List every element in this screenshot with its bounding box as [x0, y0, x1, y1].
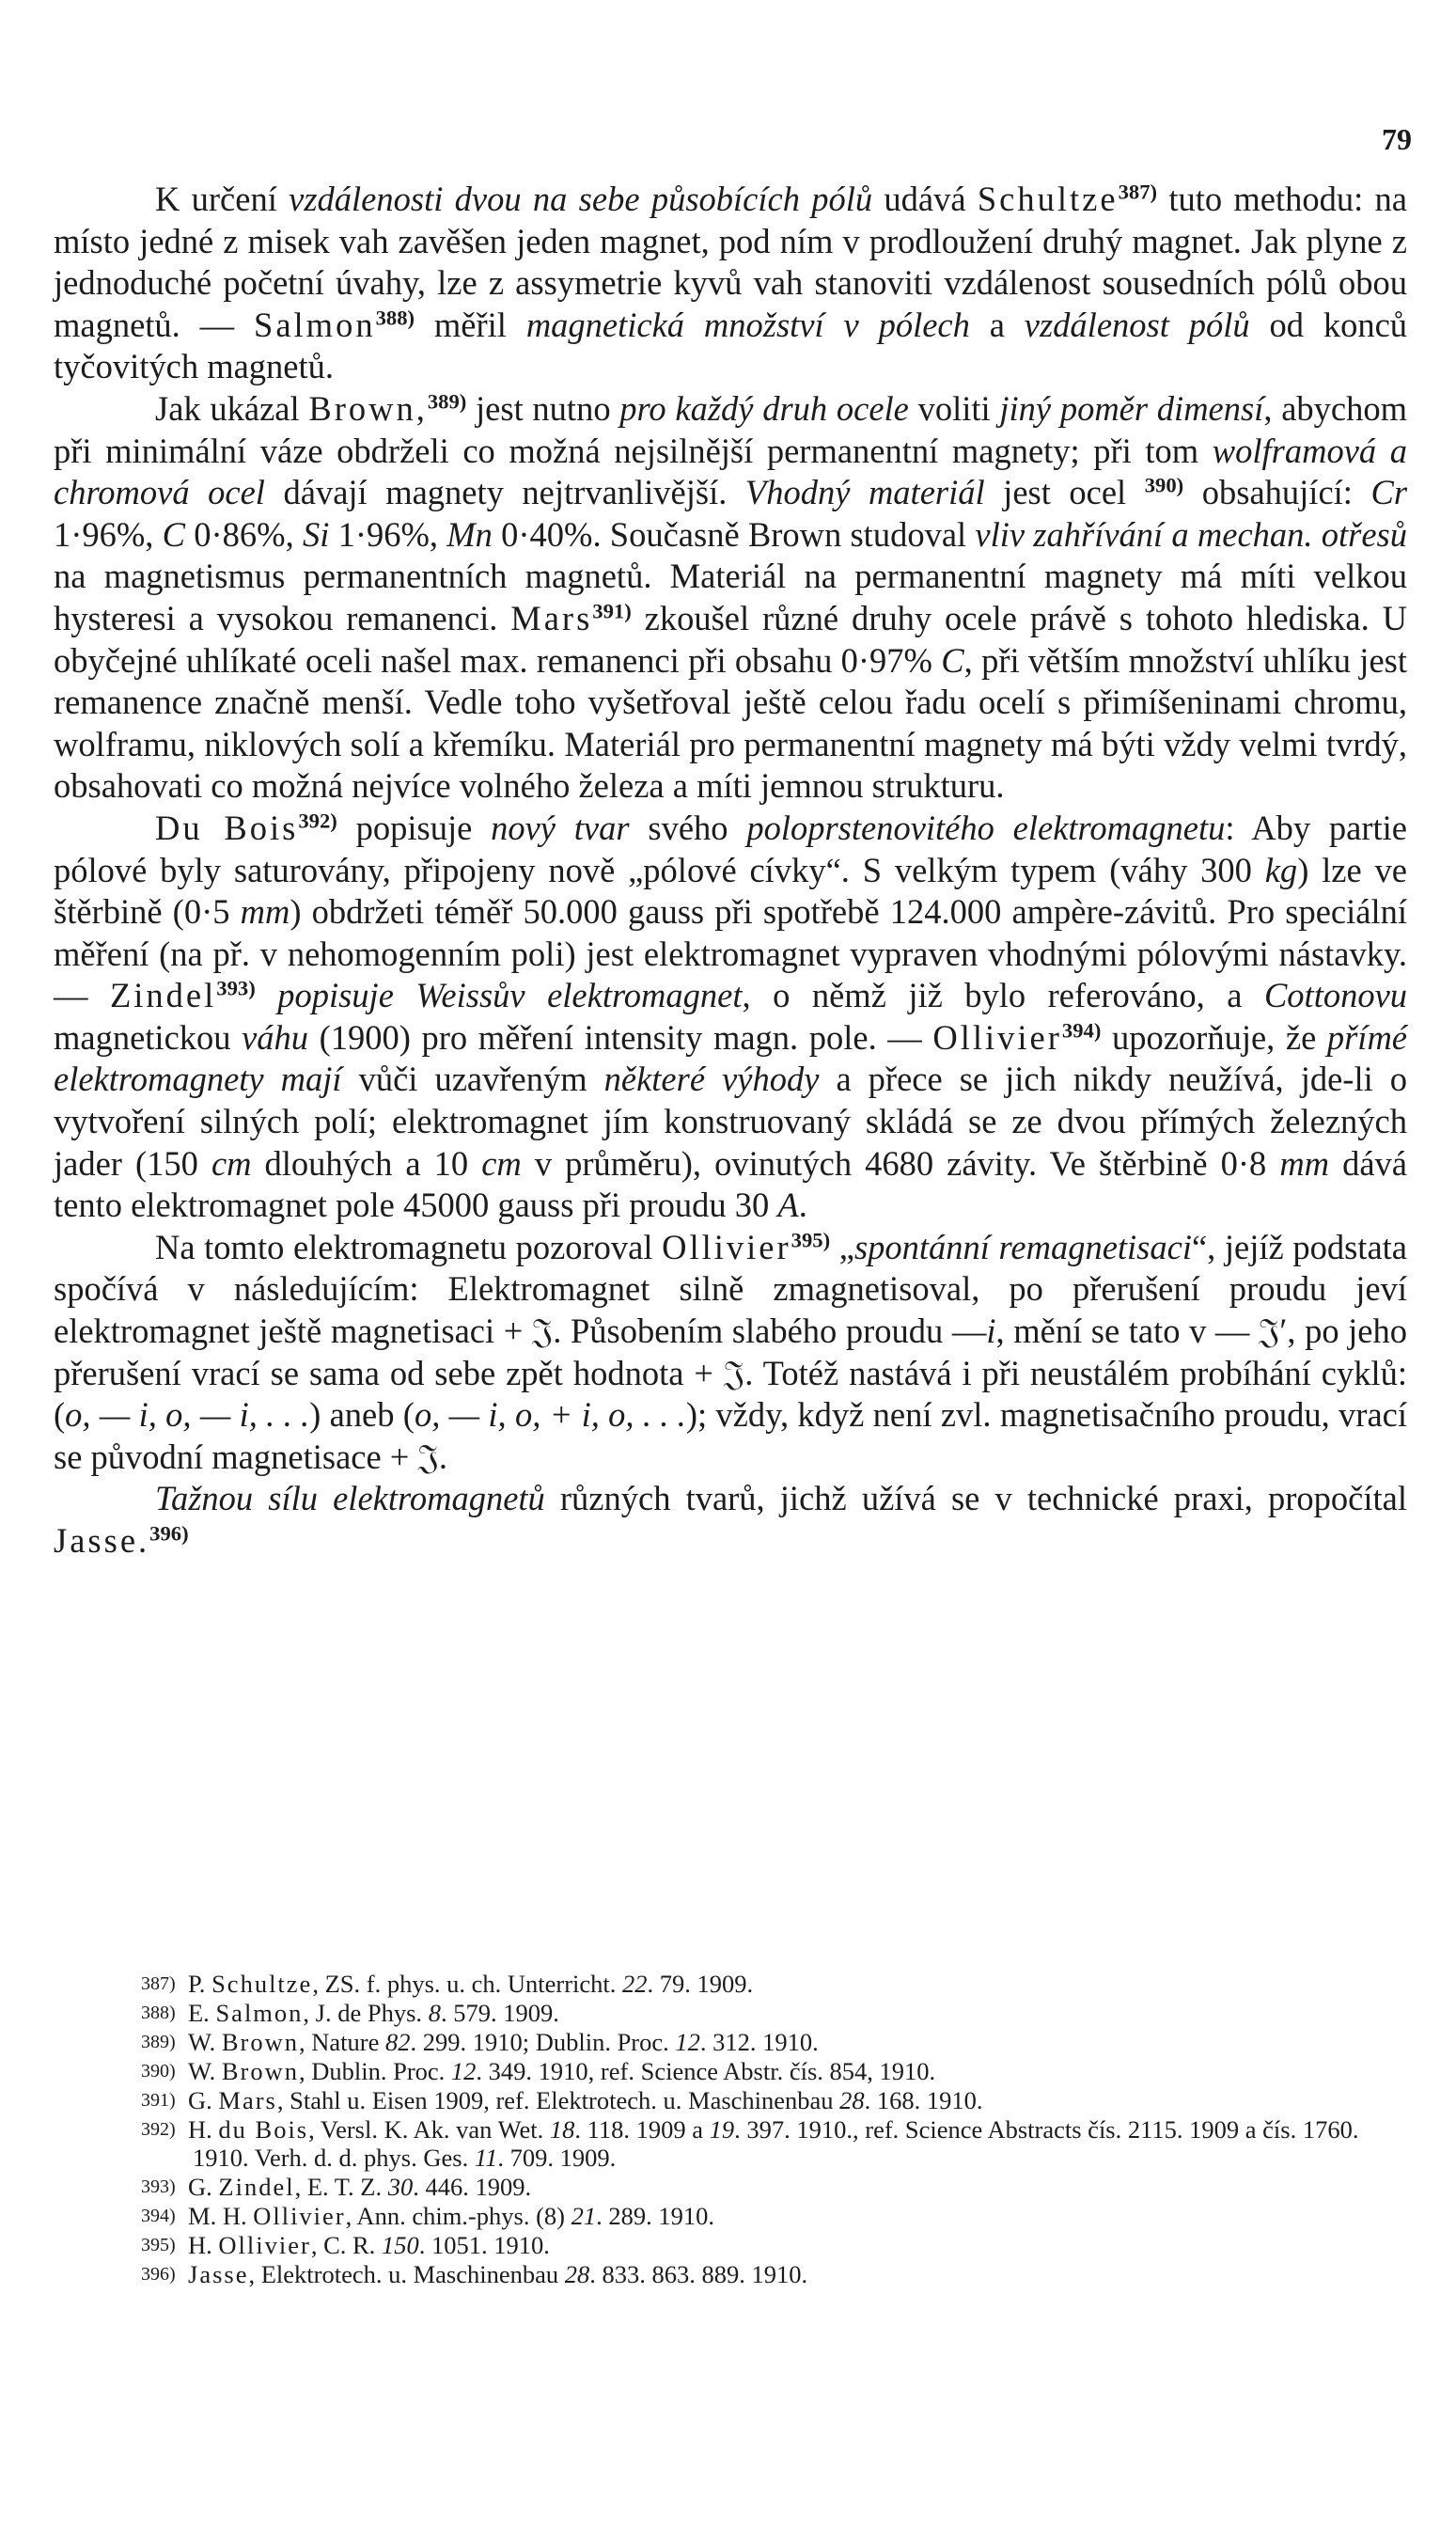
text-run: , Ann. chim.-phys. (8) [345, 2202, 571, 2231]
text-run: , mění se tato v — 𝔍′, po jeho přerušení vrací se sama od sebe zpět hodnota + 𝔍. Totéž nastává i při neustálém probíhání cyklů: ( [54, 1312, 1407, 1435]
footnote-item [54, 2231, 1407, 2260]
italic-text: vzdálenosti dvou na sebe působících pólů [289, 180, 873, 218]
text-run: 0·40%. Současně Brown studoval [492, 514, 976, 554]
text-run: . 446. 1909. [413, 2173, 532, 2202]
footnote-item [54, 1970, 1407, 1999]
footnote-number: 393) [141, 2176, 176, 2198]
text-run: P. [188, 1970, 212, 1998]
text-run: . 118. 1909 a [574, 2114, 710, 2144]
text-run: ) aneb ( [309, 1395, 415, 1435]
italic-text: cm [481, 1143, 522, 1183]
text-run: . [798, 1186, 807, 1225]
text-run: . 1051. 1910. [418, 2231, 550, 2260]
italic-text: kg [1264, 850, 1298, 889]
italic-text: 28 [839, 2085, 865, 2114]
footnote-number: 387) [141, 1973, 176, 1994]
italic-text: Si [302, 514, 330, 554]
author-name: Ollivier [253, 2202, 346, 2231]
italic-text: některé výhody [603, 1060, 820, 1099]
text-run: udává [872, 180, 978, 218]
author-name: Zindel [109, 976, 217, 1015]
author-name: Mars [218, 2085, 277, 2114]
text-run: Na tomto elektromagnetu pozoroval [155, 1227, 663, 1266]
italic-text: Cr [1370, 473, 1408, 512]
italic-text: magnetická množství v pólech [525, 305, 970, 344]
text-run: dlouhých a 10 [251, 1143, 482, 1183]
author-name: Schultze [211, 1970, 313, 1998]
author-name: Salmon [215, 1998, 304, 2027]
text-run: tuto methodu: na místo jedné z misek vah zavěšen jeden magnet, pod ním v prodloužení druhý magnet. Jak plyne z jednoduché početní úvahy, lze z assymetrie kyvů vah stanoviti vzdálenost sousedních pólů obou magnetů. — [54, 180, 1408, 344]
footnotes [54, 1970, 1407, 2289]
italic-text: 12 [675, 2027, 700, 2056]
text-run: G. [188, 2085, 219, 2114]
text-run: , Stahl u. Eisen 1909, ref. Elektrotech. u. Maschinenbau [276, 2085, 840, 2114]
italic-text: A [777, 1186, 799, 1225]
italic-text: wolframová a chromová ocel [54, 431, 1407, 512]
footnote-ref: 396) [149, 1521, 189, 1546]
italic-text: poloprstenovitého elektromagnetu [746, 808, 1226, 847]
footnote-number: 391) [141, 2089, 176, 2111]
text-run: ); vždy, když není zvl. magnetisačního proudu, vrací se původní magnetisace + 𝔍. [54, 1395, 1407, 1476]
text-run: dává tento elektromagnet pole 45000 gauss při proudu 30 [54, 1143, 1407, 1225]
author-name: Schultze [977, 180, 1119, 218]
text-run: vůči uzavřeným [341, 1060, 604, 1099]
footnote-ref: 388) [375, 306, 415, 330]
text-run: voliti [908, 388, 1000, 428]
author-name: Du Bois [155, 808, 299, 847]
footnote-number: 389) [141, 2031, 176, 2052]
italic-text: C [162, 514, 186, 554]
text-run: . 349. 1910, ref. Science Abstr. čís. 854, 1910. [476, 2056, 936, 2085]
author-name: Brown [221, 2027, 299, 2056]
author-name: du Bois [218, 2114, 309, 2144]
text-run: ) lze ve štěrbině (0·5 [54, 850, 1407, 932]
text-run: Jak ukázal [155, 388, 309, 428]
footnote-ref: 391) [592, 599, 632, 623]
text-run: a [969, 305, 1025, 344]
footnote-number: 396) [141, 2264, 176, 2286]
text-run: , při větším množství uhlíku jest remanence značně menší. Vedle toho vyšetřoval ještě celou řadu ocelí s přimíšeninami chromu, wolframu, niklových solí a křemíku. Materiál pro permanentní magnety má býti vždy velmi tvrdý, obsahovati co možná nejvíce volného železa a míti jemnou strukturu. [54, 640, 1407, 806]
paragraph-p1 [54, 179, 1407, 388]
text-run: H. [188, 2231, 219, 2260]
text-run: . 397. 1910., ref. Science Abstracts čís. 2115. 1909 a čís. 1760. 1910. Verh. d. d. phys. Ges. [193, 2114, 1359, 2173]
italic-text: o, — i, o, + i, o, . . . [414, 1395, 686, 1435]
footnote-number: 392) [141, 2118, 176, 2140]
italic-text: popisuje Weissův elektromagnet [277, 976, 743, 1015]
text-run: . 79. 1909. [647, 1970, 754, 1998]
italic-text: 21 [571, 2202, 597, 2231]
text-run: zkoušel různé druhy ocele právě s tohoto hlediska. U obyčejné uhlíkaté oceli našel max. remanenci při obsahu 0·97% [54, 598, 1407, 680]
text-run: . 168. 1910. [864, 2085, 983, 2114]
footnote-ref: 393) [216, 976, 256, 1000]
text-run: , E. T. Z. [294, 2173, 388, 2202]
author-name: Zindel [218, 2173, 295, 2202]
page-number: 79 [1382, 122, 1412, 156]
italic-text: váhu [242, 1017, 309, 1057]
text-run: různých tvarů, jichž užívá se v technické praxi, propočítal [544, 1479, 1407, 1518]
text-run: . 579. 1909. [440, 1998, 559, 2027]
footnote-item [54, 2057, 1407, 2086]
text-run: upozorňuje, že [1101, 1017, 1327, 1057]
text-run: 1·96%, [54, 514, 163, 554]
text-run: na magnetismus permanentních magnetů. Materiál na permanentní magnety má míti velkou hysteresi a vysokou remanenci. [54, 557, 1407, 637]
italic-text: 12 [450, 2056, 477, 2085]
author-name: Ollivier [662, 1227, 791, 1266]
text-run: . 289. 1910. [596, 2202, 714, 2231]
text-run: , Dublin. Proc. [298, 2056, 451, 2085]
footnote-item [54, 2086, 1407, 2115]
italic-text: mm [240, 892, 290, 932]
text-run: K určení [155, 180, 290, 218]
text-run: G. [188, 2173, 219, 2202]
text-run: , J. de Phys. [303, 1998, 429, 2027]
italic-text: o, — i, o, — i, . . . [65, 1395, 310, 1435]
italic-text: Tažnou sílu elektromagnetů [155, 1479, 545, 1518]
author-name: Jasse [188, 2260, 249, 2289]
italic-text: 30 [387, 2173, 414, 2202]
footnote-ref: 395) [791, 1228, 831, 1252]
text-run: H. [188, 2114, 219, 2144]
author-name: Jasse. [54, 1521, 150, 1560]
footnote-number: 388) [141, 2002, 176, 2023]
text-run: W. [188, 2027, 222, 2056]
paragraph-p4 [54, 1227, 1407, 1479]
footnote-item [54, 1999, 1407, 2028]
paragraph-p5 [54, 1478, 1407, 1562]
italic-text: i [986, 1312, 996, 1351]
italic-text: 150 [381, 2231, 419, 2260]
text-run: W. [188, 2056, 222, 2085]
italic-text: Vhodný materiál [744, 473, 985, 512]
text-run: . 833. 863. 889. 1910. [589, 2260, 808, 2289]
footnote-item [54, 2028, 1407, 2057]
italic-text: 18 [549, 2114, 575, 2144]
italic-text: mm [1279, 1143, 1330, 1183]
text-run: v průměru), ovinutých 4680 závity. Ve štěrbině 0·8 [521, 1143, 1280, 1183]
text-run: “, jejíž podstata spočívá v následujícím: Elektromagnet silně zmagnetisoval, po přerušení proudu jeví elektromagnet ještě magnetisaci + 𝔍. Působením slabého proudu — [54, 1227, 1407, 1351]
text-run: měřil [415, 305, 526, 344]
footnote-ref: 394) [1061, 1018, 1102, 1043]
text-run: obsahující: [1183, 473, 1371, 512]
text-run: „ [830, 1227, 854, 1266]
text-run: M. H. [188, 2202, 254, 2231]
italic-text: cm [211, 1143, 252, 1183]
author-name: Ollivier [932, 1017, 1062, 1057]
footnote-item [54, 2173, 1407, 2202]
footnote-number: 390) [141, 2060, 176, 2082]
text-run: popisuje [337, 808, 492, 847]
italic-text: 11 [474, 2144, 498, 2173]
text-run: : Aby partie pólové byly saturovány, připojeny nově „pólové cívky“. S velkým typem (váhy 300 [54, 808, 1408, 889]
text-run: 0·86%, [185, 514, 303, 554]
author-name: Brown [221, 2056, 299, 2085]
paragraph-p2 [54, 388, 1407, 808]
text-run: ) obdržeti téměř 50.000 gauss při spotřebě 124.000 ampère-závitů. Pro speciální měření (na př. v nehomogenním poli) jest elektromagnet vypraven vhodnými pólovými nástavky. — [54, 892, 1407, 1015]
text-run: , C. R. [310, 2231, 382, 2260]
footnote-ref: 390) [1144, 473, 1184, 497]
text-run: jest ocel [984, 473, 1145, 512]
text-run: . 312. 1910. [699, 2027, 819, 2056]
footnote-number: 394) [141, 2206, 176, 2227]
footnote-number: 395) [141, 2235, 176, 2256]
italic-text: C [941, 640, 964, 680]
text-run: od konců tyčovitých magnetů. [54, 305, 1408, 386]
italic-text: nový tvar [491, 808, 630, 847]
text-run: , Elektrotech. u. Maschinenbau [248, 2260, 565, 2289]
author-name: Ollivier [218, 2231, 311, 2260]
italic-text: spontánní remagnetisaci [853, 1227, 1192, 1266]
body-text [54, 179, 1407, 1563]
text-run: , abychom při minimální váze obdrželi co možná nejsilnější permanentní magnety; při tom [54, 388, 1407, 470]
text-run: . 709. 1909. [497, 2144, 617, 2173]
text-run: E. [188, 1998, 216, 2027]
text-run: (1900) pro měření intensity magn. pole. — [308, 1017, 933, 1057]
footnote-item [54, 2115, 1407, 2174]
italic-text: 28 [564, 2260, 590, 2289]
text-run: svého [629, 808, 747, 847]
italic-text: 19 [709, 2114, 735, 2144]
author-name: Salmon [254, 305, 376, 344]
text-run: , Versl. K. Ak. van Wet. [308, 2114, 550, 2144]
italic-text: 22 [622, 1970, 648, 1998]
italic-text: vzdálenost pólů [1024, 305, 1250, 344]
footnote-ref: 392) [298, 809, 337, 833]
italic-text: jiný poměr dimensí [999, 388, 1264, 428]
text-run: , Nature [298, 2027, 385, 2056]
footnote-ref: 387) [1118, 180, 1158, 204]
italic-text: Mn [446, 514, 493, 554]
paragraph-p3 [54, 808, 1407, 1227]
text-run: dávají magnety nejtrvanlivější. [264, 473, 745, 512]
italic-text: 8 [428, 1998, 441, 2027]
italic-text: 82 [384, 2027, 411, 2056]
italic-text: vliv zahřívání a mechan. otřesů [975, 514, 1408, 554]
italic-text: Cottonovu [1263, 976, 1408, 1015]
footnote-item [54, 2202, 1407, 2231]
text-run: a přece se jich nikdy neužívá, jde-li o vytvoření silných polí; elektromagnet jím konstruovaný skládá se ze dvou přímých železných jader (150 [54, 1060, 1408, 1183]
author-name: Mars [510, 598, 593, 637]
text-run: , o němž již bylo referováno, a [742, 976, 1264, 1015]
italic-text: přímé elektromagnety mají [54, 1017, 1407, 1099]
footnote-item [54, 2260, 1407, 2289]
text-run [256, 976, 277, 1014]
text-run: jest nutno [466, 388, 620, 428]
text-run: . 299. 1910; Dublin. Proc. [410, 2027, 676, 2056]
text-run: magnetickou [54, 1017, 243, 1057]
italic-text: pro každý druh ocele [619, 388, 909, 428]
author-name: Brown, [308, 388, 428, 428]
text-run: , ZS. f. phys. u. ch. Unterricht. [312, 1970, 623, 1998]
footnote-ref: 389) [427, 389, 467, 414]
text-run: 1·96%, [329, 514, 447, 554]
